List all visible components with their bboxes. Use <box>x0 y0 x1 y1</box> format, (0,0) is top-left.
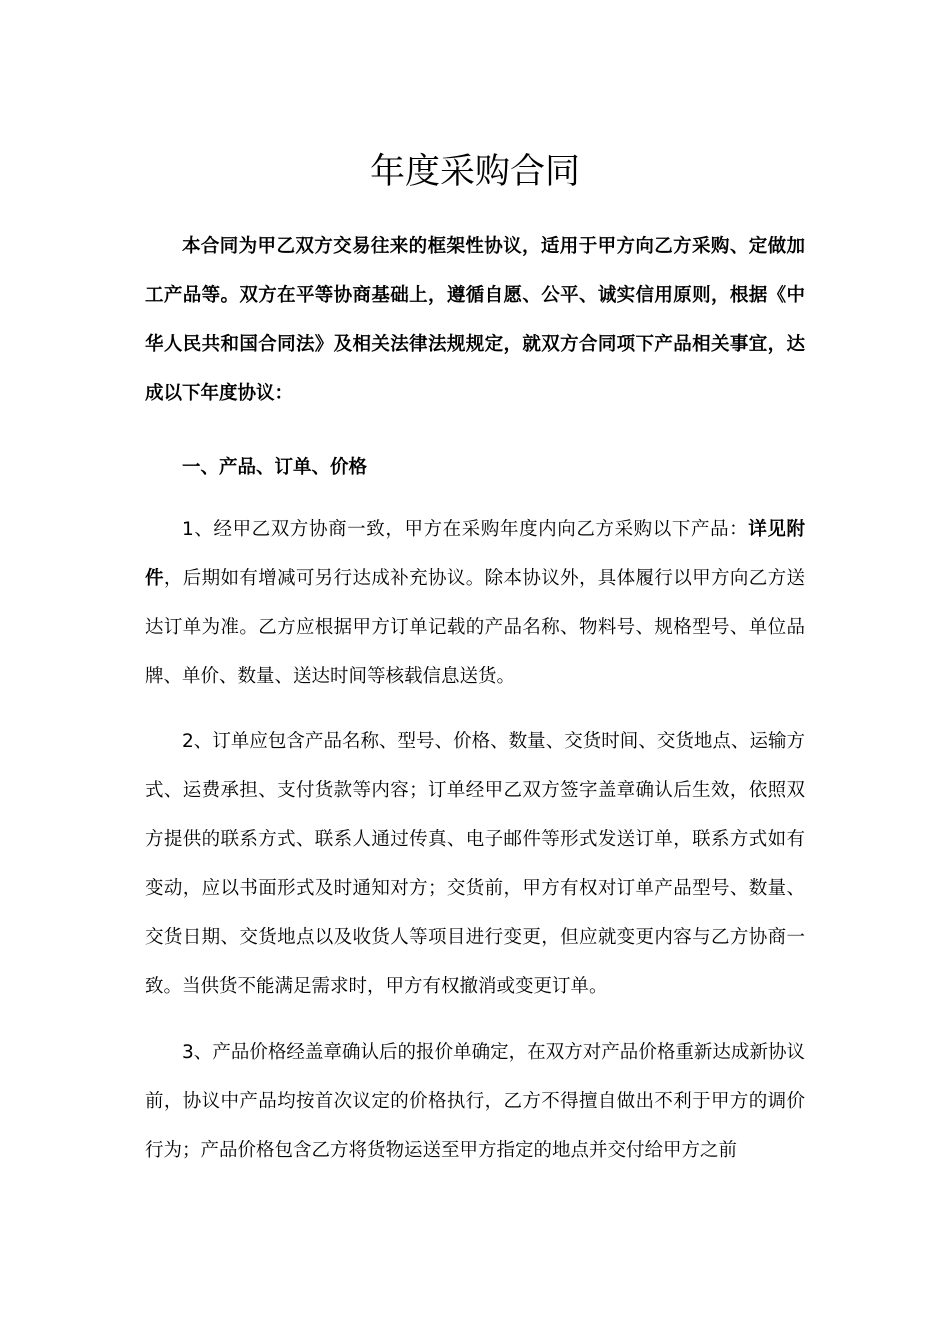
clause-2: 2、订单应包含产品名称、型号、价格、数量、交货时间、交货地点、运输方式、运费承担、支付货款等内容；订单经甲乙双方签字盖章确认后生效，依照双方提供的联系方式、联系人通过传真、电子邮件等形式发送订单，联系方式如有变动，应以书面形式及时通知对方；交货前，甲方有权对订单产品型号、数量、交货日期、交货地点以及收货人等项目进行变更，但应就变更内容与乙方协商一致。当供货不能满足需求时，甲方有权撤消或变更订单。 <box>145 731 805 997</box>
clause-1-text-end: ，后期如有增减可另行达成补充协议。除本协议外，具体履行以甲方向乙方送达订单为准。乙方应根据甲方订单记载的产品名称、物料号、规格型号、单位品牌、单价、数量、送达时间等核载信息送货。 <box>145 568 805 687</box>
intro-paragraph: 本合同为甲乙双方交易往来的框架性协议，适用于甲方向乙方采购、定做加工产品等。双方在平等协商基础上，遵循自愿、公平、诚实信用原则，根据《中华人民共和国合同法》及相关法律法规规定，就双方合同项下产品相关事宜，达成以下年度协议： <box>145 236 805 404</box>
section-heading-1: 一、产品、订单、价格 <box>182 457 368 478</box>
document-title: 年度采购合同 <box>369 152 580 192</box>
clause-1-emphasis: 详见附件 <box>145 519 805 589</box>
clause-1 <box>145 505 805 701</box>
clause-1-text-start: 1、经甲乙双方协商一致，甲方在采购年度内向乙方采购以下产品： <box>182 519 749 540</box>
clause-3: 3、产品价格经盖章确认后的报价单确定，在双方对产品价格重新达成新协议前，协议中产品均按首次议定的价格执行，乙方不得擅自做出不利于甲方的调价行为；产品价格包含乙方将货物运送至甲方指定的地点并交付给甲方之前 <box>145 1042 805 1161</box>
